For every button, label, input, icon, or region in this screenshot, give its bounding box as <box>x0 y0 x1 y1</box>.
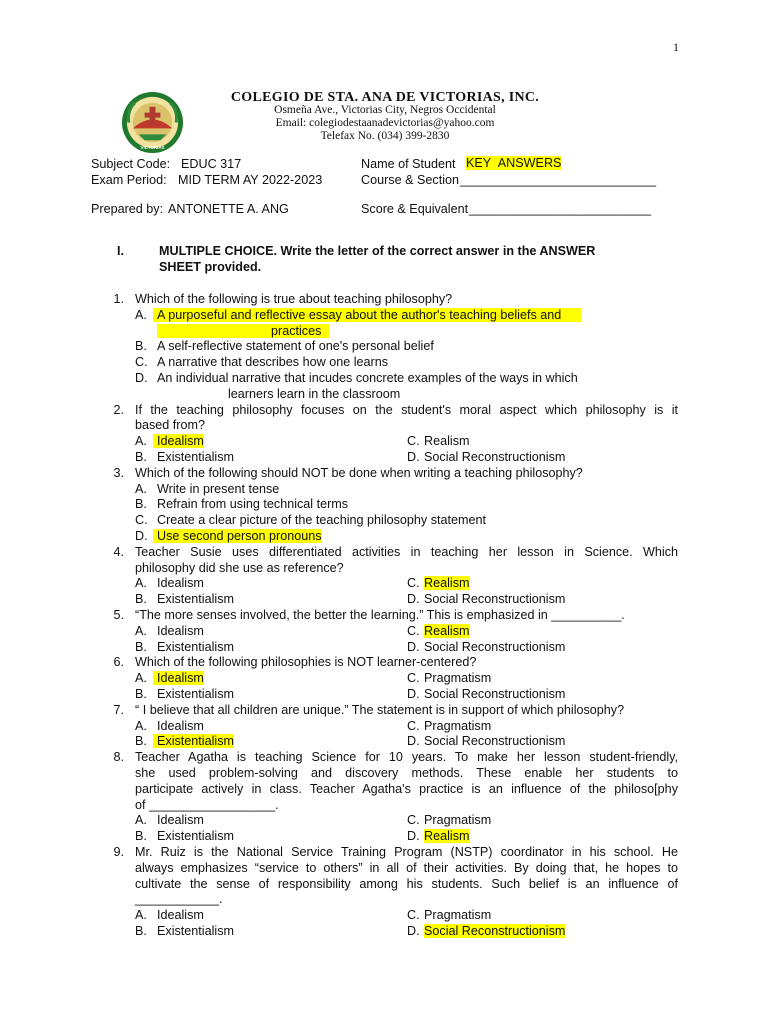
option-letter: C. <box>407 576 420 591</box>
option-text: Refrain from using technical terms <box>157 497 349 512</box>
option-letter: C. <box>407 671 420 686</box>
question-text: Teacher Susie uses differentiated activities in teaching her lesson in Science. Which <box>135 544 678 559</box>
option-text: An individual narrative that incudes concrete examples of the ways in which <box>157 371 578 385</box>
question-text: Mr. Ruiz is the National Service Training Program (NSTP) coordinator in his school. He <box>135 845 678 859</box>
option-text: Social Reconstructionism <box>424 734 566 749</box>
option-letter: C. <box>407 718 420 733</box>
prepared-by-value: ANTONETTE A. ANG <box>168 202 289 216</box>
option-letter: A. <box>135 576 147 591</box>
section-instruction-line1: MULTIPLE CHOICE. Write the letter of the correct answer in the ANSWER <box>159 244 596 258</box>
subject-code-value: EDUC 317 <box>181 157 242 171</box>
option-text: Pragmatism <box>424 718 492 733</box>
option-text: Existentialism <box>157 450 234 464</box>
option-letter: B. <box>135 339 147 354</box>
prepared-by-label: Prepared by: <box>91 202 164 216</box>
option-text: Create a clear picture of the teaching philosophy statement <box>157 513 487 528</box>
option-letter: A. <box>135 908 147 923</box>
question-number: 1. <box>113 292 124 306</box>
option-text: Existentialism <box>157 687 234 701</box>
option-text: Existentialism <box>157 924 234 938</box>
option-letter: B. <box>135 924 147 938</box>
answer-highlight: Realism <box>424 829 470 844</box>
question-number: 6. <box>113 655 124 670</box>
option-letter: D. <box>135 529 148 543</box>
question-text: ____________. <box>135 892 223 907</box>
option-text: Existentialism <box>157 592 234 607</box>
option-letter: C. <box>407 813 420 828</box>
option-text: Pragmatism <box>424 813 492 828</box>
option-letter: A. <box>135 307 147 322</box>
answer-highlight: Realism <box>424 623 470 638</box>
option-letter: B. <box>135 497 147 512</box>
question-text: Which of the following philosophies is NOT learner-centered? <box>135 655 477 670</box>
question-text: she used problem-solving and discovery methods. These enable her students to <box>135 766 678 780</box>
option-letter: B. <box>135 592 147 607</box>
answer-highlight: A purposeful and reflective essay about the author's teaching beliefs and <box>153 308 581 322</box>
school-address: Osmeña Ave., Victorias City, Negros Occidental <box>274 104 496 116</box>
option-letter: B. <box>135 734 147 749</box>
option-text: Idealism <box>157 718 204 733</box>
answer-highlight: Idealism <box>153 434 204 448</box>
question-text: Which of the following is true about teaching philosophy? <box>135 292 453 306</box>
option-letter: B. <box>135 829 147 844</box>
school-email: Email: colegiodestaanadevictorias@yahoo.com <box>275 117 495 129</box>
answer-highlight: Social Reconstructionism <box>424 924 566 938</box>
option-text: Idealism <box>157 576 204 591</box>
section-numeral: I. <box>117 244 124 258</box>
student-name-value: KEY ANSWERS <box>466 156 562 170</box>
option-letter: D. <box>407 924 420 938</box>
option-letter: D. <box>407 829 420 844</box>
score-blank: __________________________ <box>469 202 652 216</box>
option-letter: D. <box>407 450 420 464</box>
answer-highlight: Use second person pronouns <box>153 529 322 543</box>
course-section-blank: ____________________________ <box>460 173 657 187</box>
question-text: “ I believe that all children are unique.” The statement is in support of which philosophy? <box>135 702 625 717</box>
option-letter: C. <box>135 355 148 370</box>
school-telefax: Telefax No. (034) 399-2830 <box>320 130 450 142</box>
option-text: Social Reconstructionism <box>424 592 566 607</box>
question-text: philosophy did she use as reference? <box>135 560 344 575</box>
course-section-label: Course & Section <box>361 173 460 187</box>
option-text: A self-reflective statement of one's personal belief <box>157 339 434 354</box>
option-letter: B. <box>135 450 147 464</box>
answer-highlight-continued: practices <box>157 324 329 338</box>
section-instruction-line2: SHEET provided. <box>159 260 262 274</box>
page-number: 1 <box>673 40 679 54</box>
score-label: Score & Equivalent <box>361 202 469 216</box>
option-letter: B. <box>135 639 147 654</box>
option-letter: D. <box>135 371 148 385</box>
option-text: Idealism <box>157 908 204 923</box>
question-number: 5. <box>113 608 124 622</box>
answer-highlight: Idealism <box>153 671 204 685</box>
option-text: Social Reconstructionism <box>424 687 566 701</box>
exam-period-value: MID TERM AY 2022-2023 <box>178 173 323 187</box>
question-text: cultivate the sense of responsibility among his students. Such belief is an influence of <box>135 876 678 891</box>
option-text: Social Reconstructionism <box>424 639 566 654</box>
svg-text:VICTORIAS: VICTORIAS <box>140 145 165 151</box>
question-text: based from? <box>135 418 206 433</box>
option-text: Pragmatism <box>424 671 492 686</box>
option-letter: C. <box>135 513 148 528</box>
question-text: “The more senses involved, the better the learning.” This is emphasized in __________. <box>135 608 625 622</box>
option-text: Existentialism <box>157 829 234 844</box>
question-number: 2. <box>113 402 124 417</box>
question-number: 9. <box>113 845 124 859</box>
option-letter: A. <box>135 481 147 496</box>
option-text: Pragmatism <box>424 908 492 923</box>
question-text: always emphasizes “service to others” in all of their activities. By doing that, he hopes to <box>135 860 678 875</box>
option-text: Social Reconstructionism <box>424 450 566 464</box>
option-letter: A. <box>135 434 147 449</box>
option-text: Idealism <box>157 813 204 828</box>
option-text: A narrative that describes how one learns <box>157 355 389 370</box>
exam-period-label: Exam Period: <box>91 173 167 187</box>
option-letter: C. <box>407 434 420 449</box>
option-letter: A. <box>135 623 147 638</box>
option-letter: C. <box>407 623 420 638</box>
option-text: Write in present tense <box>157 481 280 496</box>
school-name: COLEGIO DE STA. ANA DE VICTORIAS, INC. <box>230 90 540 105</box>
question-number: 4. <box>113 544 124 559</box>
option-letter: C. <box>407 908 420 923</box>
option-text: Realism <box>424 434 470 449</box>
student-name-label: Name of Student <box>361 157 456 171</box>
option-letter: D. <box>407 592 420 607</box>
option-letter: D. <box>407 639 420 654</box>
option-letter: A. <box>135 813 147 828</box>
option-letter: D. <box>407 687 420 701</box>
question-number: 8. <box>113 750 124 765</box>
option-letter: A. <box>135 671 147 686</box>
option-text: Existentialism <box>157 639 234 654</box>
option-letter: D. <box>407 734 420 749</box>
question-text: If the teaching philosophy focuses on the student's moral aspect which philosophy is it <box>135 402 678 417</box>
option-text: Idealism <box>157 623 204 638</box>
answer-highlight: Existentialism <box>153 734 234 748</box>
option-text-continued: learners learn in the classroom <box>228 386 401 401</box>
question-number: 3. <box>113 465 124 480</box>
option-letter: B. <box>135 687 147 701</box>
question-number: 7. <box>113 702 124 717</box>
question-text: participate actively in class. Teacher Agatha's practice is an influence of the philoso[phy <box>135 781 678 796</box>
question-text: Teacher Agatha is teaching Science for 10 years. To make her lesson student-friendly, <box>135 750 678 765</box>
subject-code-label: Subject Code: <box>91 157 171 171</box>
question-text: of __________________. <box>135 797 279 812</box>
question-text: Which of the following should NOT be done when writing a teaching philosophy? <box>135 465 583 480</box>
answer-highlight: Realism <box>424 576 470 591</box>
option-letter: A. <box>135 718 147 733</box>
